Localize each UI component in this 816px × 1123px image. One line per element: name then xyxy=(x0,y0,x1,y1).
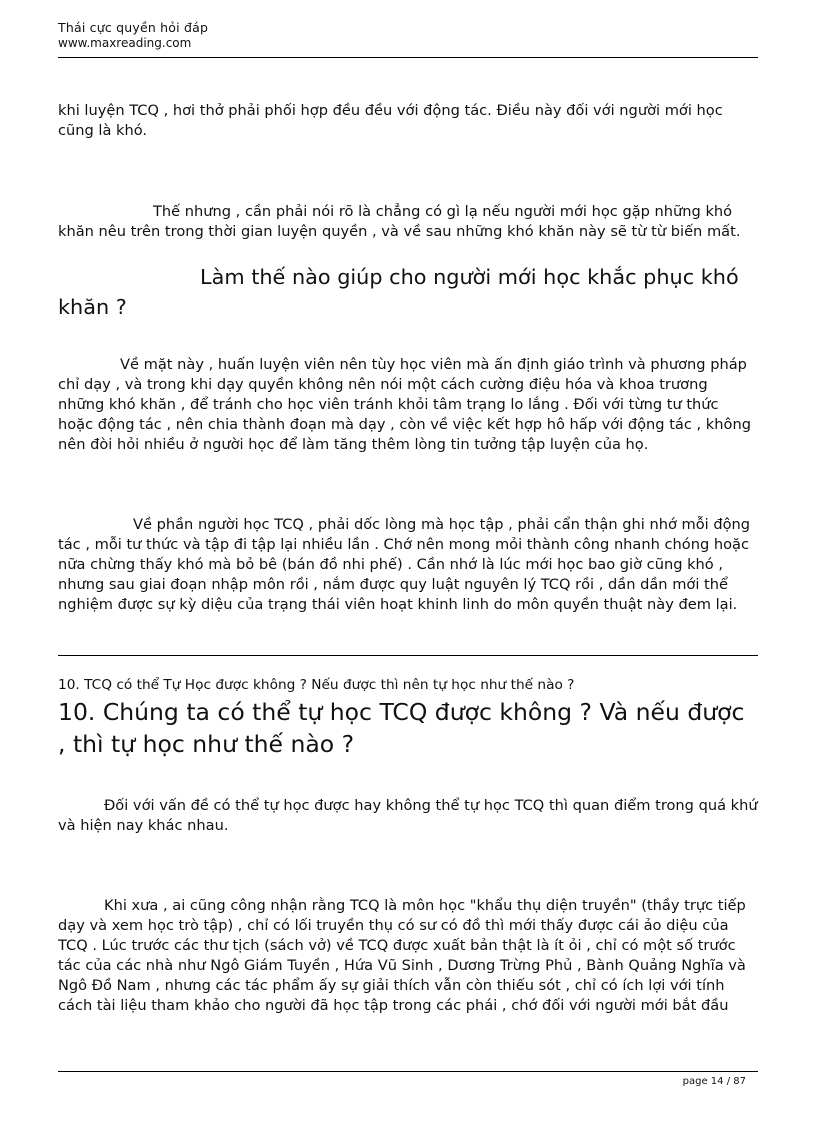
section-title-small: 10. TCQ có thể Tự Học được không ? Nếu được thì nên tự học như thế nào ? xyxy=(58,677,575,693)
section-divider xyxy=(58,655,758,656)
page-number: page 14 / 87 xyxy=(682,1076,746,1087)
footer-divider xyxy=(58,1071,758,1072)
page-header xyxy=(58,20,758,51)
paragraph-1: khi luyện TCQ , hơi thở phải phối hợp đều đều với động tác. Điều này đối với người mới học cũng là khó. xyxy=(58,102,723,139)
paragraph-2: Thế nhưng , cần phải nói rõ là chẳng có gì lạ nếu người mới học gặp những khó khăn nêu trên trong thời gian luyện quyền , và về sau những khó khăn này sẽ từ từ biến mất. xyxy=(58,203,741,240)
paragraph-5: Đối với vấn đề có thể tự học được hay không thể tự học TCQ thì quan điểm trong quá khứ và hiện nay khác nhau. xyxy=(58,797,758,834)
header-divider xyxy=(58,57,758,58)
paragraph-6: Khi xưa , ai cũng công nhận rằng TCQ là môn học "khẩu thụ diện truyền" (thầy trực tiếp dạy và xem học trò tập) , chỉ có lối truyền thụ có sư có đồ thì mới thấy được cái ảo diệu của TCQ . Lúc trước các thư tịch (sách vở) về TCQ được xuất bản thật là ít ỏi , chỉ có một số trước tác của các nhà như Ngô Giám Tuyền , Hứa Vũ Sinh , Dương Trừng Phủ , Bành Quảng Nghĩa và Ngô Đồ Nam , nhưng các tác phẩm ấy sự giải thích vẫn còn thiếu sót , chỉ có ích lợi với tính cách tài liệu tham khảo cho người đã học tập trong các phái , chớ đối với người mới bắt đầu xyxy=(58,897,746,1014)
section-heading: 10. Chúng ta có thể tự học TCQ được không ? Và nếu được , thì tự học như thế nào ? xyxy=(58,698,745,758)
document-title: Thái cực quyền hỏi đáp xyxy=(58,20,209,35)
question-heading: Làm thế nào giúp cho người mới học khắc phục khó khăn ? xyxy=(58,265,739,319)
paragraph-3: Về mặt này , huấn luyện viên nên tùy học viên mà ấn định giáo trình và phương pháp chỉ dạy , và trong khi dạy quyền không nên nói một cách cường điệu hóa và khoa trương những khó khăn , để tránh cho học viên tránh khỏi tâm trạng lo lắng . Đối với từng tư thức hoặc động tác , nên chia thành đoạn mà dạy , còn về việc kết hợp hô hấp với động tác , không nên đòi hỏi nhiều ở người học để làm tăng thêm lòng tin tưởng tập luyện của họ. xyxy=(58,356,751,453)
paragraph-4: Về phần người học TCQ , phải dốc lòng mà học tập , phải cẩn thận ghi nhớ mỗi động tác , mỗi tư thức và tập đi tập lại nhiều lần . Chớ nên mong mỏi thành công nhanh chóng hoặc nữa chừng thấy khó mà bỏ bê (bán đồ nhi phế) . Cần nhớ là lúc mới học bao giờ cũng khó , nhưng sau giai đoạn nhập môn rồi , nắm được quy luật nguyên lý TCQ rồi , dần dần mới thể nghiệm được sự kỳ diệu của trạng thái viên hoạt khinh linh do môn quyền thuật này đem lại. xyxy=(58,516,751,613)
source-url: www.maxreading.com xyxy=(58,36,192,50)
